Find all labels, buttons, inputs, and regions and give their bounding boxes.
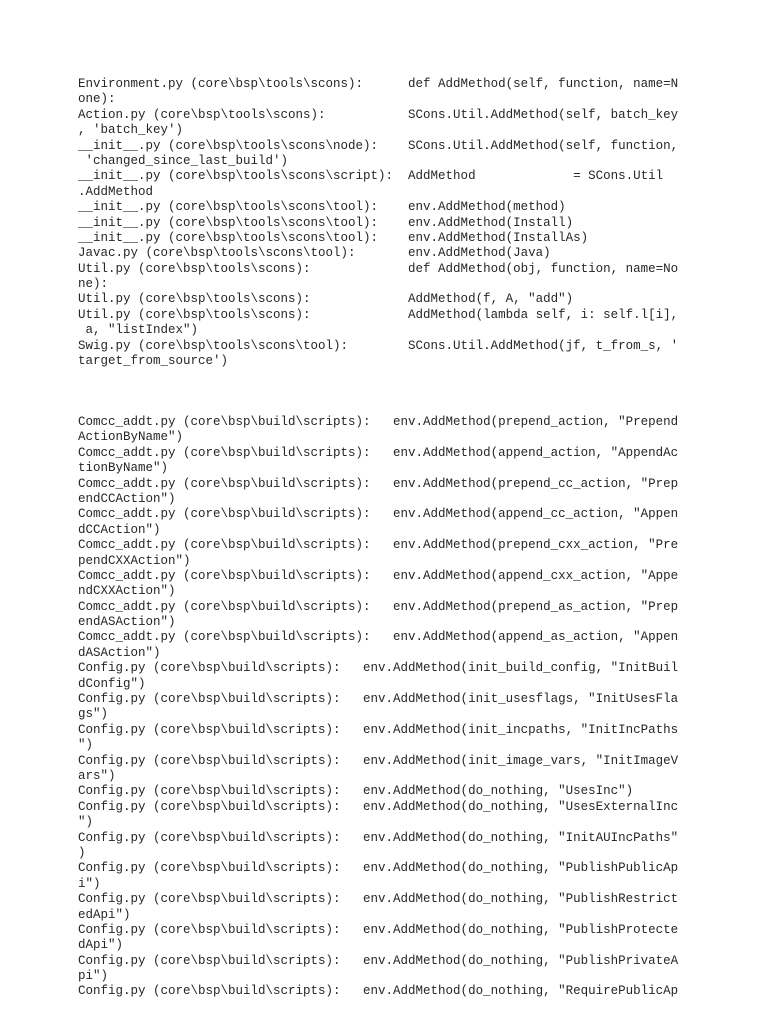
- result-line: Comcc_addt.py (core\bsp\build\scripts): env.AddMethod(append_as_action, "Appen: [78, 630, 679, 645]
- result-line: Config.py (core\bsp\build\scripts): env.AddMethod(do_nothing, "InitAUIncPaths": [78, 830, 679, 845]
- result-line: __init__.py (core\bsp\tools\scons\tool): env.AddMethod(InstallAs): [78, 230, 589, 245]
- result-line: Util.py (core\bsp\tools\scons): AddMethod(f, A, "add"): [78, 292, 574, 307]
- result-line: tionByName"): [78, 461, 169, 476]
- result-line: pendCXXAction"): [78, 553, 191, 568]
- result-line: Config.py (core\bsp\build\scripts): env.AddMethod(do_nothing, "UsesInc"): [78, 784, 634, 799]
- result-line: Comcc_addt.py (core\bsp\build\scripts): env.AddMethod(prepend_cc_action, "Prep: [78, 476, 679, 491]
- result-line: one):: [78, 92, 116, 107]
- result-line: Comcc_addt.py (core\bsp\build\scripts): env.AddMethod(append_action, "AppendAc: [78, 445, 679, 460]
- result-line: Config.py (core\bsp\build\scripts): env.AddMethod(init_build_config, "InitBuil: [78, 661, 679, 676]
- result-line: dApi"): [78, 938, 124, 953]
- result-line: Config.py (core\bsp\build\scripts): env.AddMethod(do_nothing, "PublishPublicAp: [78, 861, 679, 876]
- search-results-block-build-scripts: [78, 415, 698, 1000]
- result-line: i"): [78, 876, 101, 891]
- result-line: ActionByName"): [78, 430, 184, 445]
- result-line: endASAction"): [78, 615, 176, 630]
- result-line: dConfig"): [78, 676, 146, 691]
- result-line: "): [78, 815, 94, 830]
- result-line: .AddMethod: [78, 184, 154, 199]
- result-line: Comcc_addt.py (core\bsp\build\scripts): env.AddMethod(prepend_action, "Prepend: [78, 415, 679, 429]
- result-line: dASAction"): [78, 645, 161, 660]
- result-line: Comcc_addt.py (core\bsp\build\scripts): env.AddMethod(prepend_as_action, "Prep: [78, 599, 679, 614]
- result-line: pi"): [78, 969, 109, 984]
- result-line: endCCAction"): [78, 491, 176, 506]
- result-line: __init__.py (core\bsp\tools\scons\node): SCons.Util.AddMethod(self, function,: [78, 138, 679, 153]
- result-line: Config.py (core\bsp\build\scripts): env.AddMethod(do_nothing, "RequirePublicAp: [78, 984, 679, 999]
- result-line: a, "listIndex"): [78, 323, 199, 338]
- result-line: gs"): [78, 707, 109, 722]
- result-line: edApi"): [78, 907, 131, 922]
- result-line: Action.py (core\bsp\tools\scons): SCons.Util.AddMethod(self, batch_key: [78, 107, 679, 122]
- result-line: Environment.py (core\bsp\tools\scons): def AddMethod(self, function, name=N: [78, 77, 679, 91]
- result-line: Config.py (core\bsp\build\scripts): env.AddMethod(init_image_vars, "InitImageV: [78, 753, 679, 768]
- result-line: Config.py (core\bsp\build\scripts): env.AddMethod(init_usesflags, "InitUsesFla: [78, 692, 679, 707]
- result-line: 'changed_since_last_build'): [78, 153, 289, 168]
- result-line: ndCXXAction"): [78, 584, 176, 599]
- result-line: Config.py (core\bsp\build\scripts): env.AddMethod(do_nothing, "PublishProtecte: [78, 922, 679, 937]
- result-line: ne):: [78, 277, 109, 292]
- result-line: Config.py (core\bsp\build\scripts): env.AddMethod(do_nothing, "PublishRestrict: [78, 892, 679, 907]
- result-line: Config.py (core\bsp\build\scripts): env.AddMethod(do_nothing, "UsesExternalInc: [78, 799, 679, 814]
- result-line: Util.py (core\bsp\tools\scons): def AddMethod(obj, function, name=No: [78, 261, 679, 276]
- result-line: Util.py (core\bsp\tools\scons): AddMethod(lambda self, i: self.l[i],: [78, 307, 679, 322]
- result-line: , 'batch_key'): [78, 123, 184, 138]
- result-line: __init__.py (core\bsp\tools\scons\tool): env.AddMethod(method): [78, 200, 566, 215]
- result-line: Javac.py (core\bsp\tools\scons\tool): env.AddMethod(Java): [78, 246, 551, 261]
- result-line: ): [78, 845, 86, 860]
- result-line: Comcc_addt.py (core\bsp\build\scripts): env.AddMethod(append_cc_action, "Appen: [78, 507, 679, 522]
- result-line: Comcc_addt.py (core\bsp\build\scripts): env.AddMethod(prepend_cxx_action, "Pre: [78, 538, 679, 553]
- search-results-block-scons-tools: [78, 77, 698, 369]
- result-line: __init__.py (core\bsp\tools\scons\script): AddMethod = SCons.Util: [78, 169, 664, 184]
- result-line: ars"): [78, 768, 116, 783]
- result-line: Comcc_addt.py (core\bsp\build\scripts): env.AddMethod(append_cxx_action, "Appe: [78, 568, 679, 583]
- result-line: Config.py (core\bsp\build\scripts): env.AddMethod(do_nothing, "PublishPrivateA: [78, 953, 679, 968]
- result-line: dCCAction"): [78, 522, 161, 537]
- result-line: target_from_source'): [78, 354, 229, 369]
- result-line: "): [78, 738, 94, 753]
- result-line: Swig.py (core\bsp\tools\scons\tool): SCons.Util.AddMethod(jf, t_from_s, ': [78, 338, 679, 353]
- result-line: __init__.py (core\bsp\tools\scons\tool): env.AddMethod(Install): [78, 215, 574, 230]
- result-line: Config.py (core\bsp\build\scripts): env.AddMethod(init_incpaths, "InitIncPaths: [78, 722, 679, 737]
